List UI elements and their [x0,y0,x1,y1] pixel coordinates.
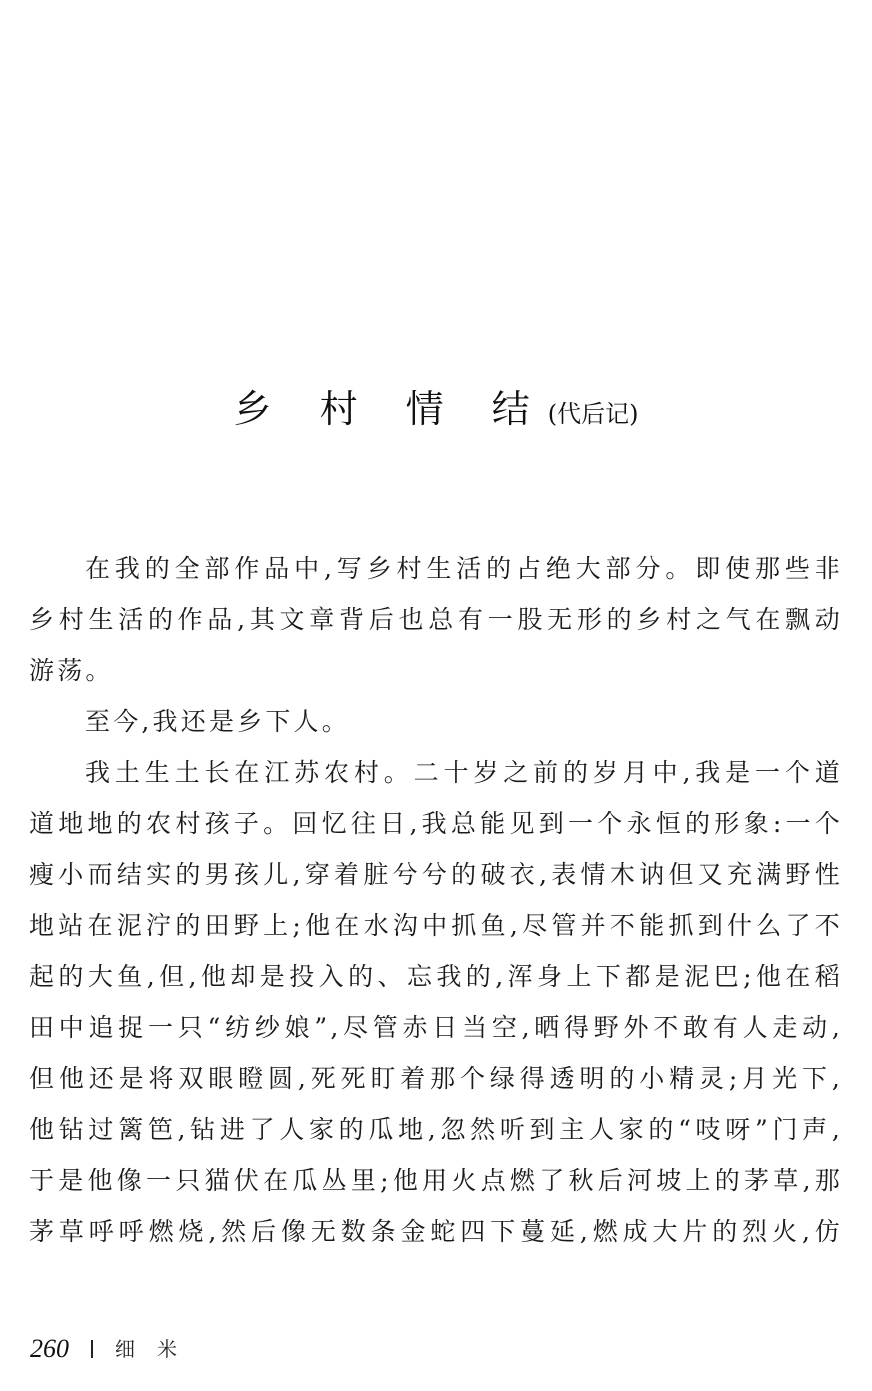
text-line: 但他还是将双眼瞪圆,死死盯着那个绿得透明的小精灵;月光下, [29,1064,843,1093]
text-line: 至今,我还是乡下人。 [85,707,350,736]
text-line: 田中追捉一只“纺纱娘”,尽管赤日当空,晒得野外不敢有人走动, [29,1013,843,1042]
chapter-title-sub: (代后记) [547,400,639,428]
text-line: 瘦小而结实的男孩儿,穿着脏兮兮的破衣,表情木讷但又充满野性 [29,860,843,889]
footer-divider [91,1340,93,1358]
book-title: 细米 [115,1337,199,1361]
chapter-title [0,384,872,439]
page-number: 260 [30,1334,69,1363]
text-line: 他钻过篱笆,钻进了人家的瓜地,忽然听到主人家的“吱呀”门声, [29,1115,843,1144]
text-line: 在我的全部作品中,写乡村生活的占绝大部分。即使那些非 [85,554,843,583]
page-footer [30,1333,199,1365]
text-line: 起的大鱼,但,他却是投入的、忘我的,浑身上下都是泥巴;他在稻 [29,962,843,991]
chapter-title-main: 乡 村 情 结 [233,387,548,431]
text-line: 地站在泥泞的田野上;他在水沟中抓鱼,尽管并不能抓到什么了不 [29,911,843,940]
text-line: 于是他像一只猫伏在瓜丛里;他用火点燃了秋后河坡上的茅草,那 [29,1166,843,1195]
text-line: 茅草呼呼燃烧,然后像无数条金蛇四下蔓延,燃成大片的烈火,仿 [29,1217,843,1246]
text-line: 道地地的农村孩子。回忆往日,我总能见到一个永恒的形象:一个 [29,809,843,838]
text-line: 我土生土长在江苏农村。二十岁之前的岁月中,我是一个道 [85,758,843,787]
text-line: 游荡。 [29,656,114,685]
text-line: 乡村生活的作品,其文章背后也总有一股无形的乡村之气在飘动 [29,605,843,634]
body-text [29,543,843,1257]
